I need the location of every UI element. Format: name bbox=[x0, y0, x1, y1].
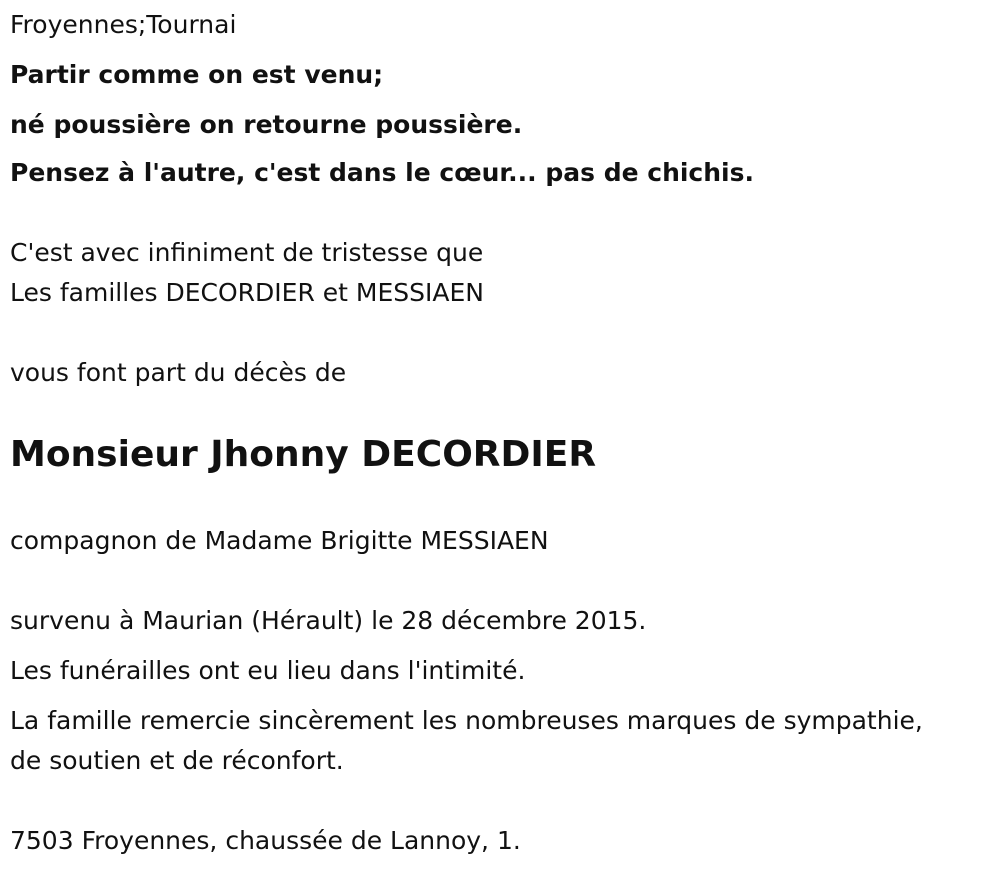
motto-line-1: Partir comme on est venu; bbox=[10, 60, 384, 89]
intro-line-1: C'est avec infiniment de tristesse que bbox=[10, 238, 484, 267]
motto-line-3: Pensez à l'autre, c'est dans le cœur... pas de chichis. bbox=[10, 158, 754, 187]
funeral-info: Les funérailles ont eu lieu dans l'intimité. bbox=[10, 656, 526, 685]
motto-line-2: né poussière on retourne poussière. bbox=[10, 110, 523, 139]
thanks-line-1: La famille remercie sincèrement les nombreuses marques de sympathie, bbox=[10, 706, 923, 735]
address-text: 7503 Froyennes, chaussée de Lannoy, 1. bbox=[10, 826, 521, 855]
location-text: Froyennes;Tournai bbox=[10, 10, 237, 39]
thanks-line-2: de soutien et de réconfort. bbox=[10, 746, 344, 775]
deceased-name: Monsieur Jhonny DECORDIER bbox=[10, 434, 597, 475]
relation-text: compagnon de Madame Brigitte MESSIAEN bbox=[10, 526, 549, 555]
intro-line-2: Les familles DECORDIER et MESSIAEN bbox=[10, 278, 484, 307]
death-details: survenu à Maurian (Hérault) le 28 décembre 2015. bbox=[10, 606, 647, 635]
intro-line-3: vous font part du décès de bbox=[10, 358, 347, 387]
